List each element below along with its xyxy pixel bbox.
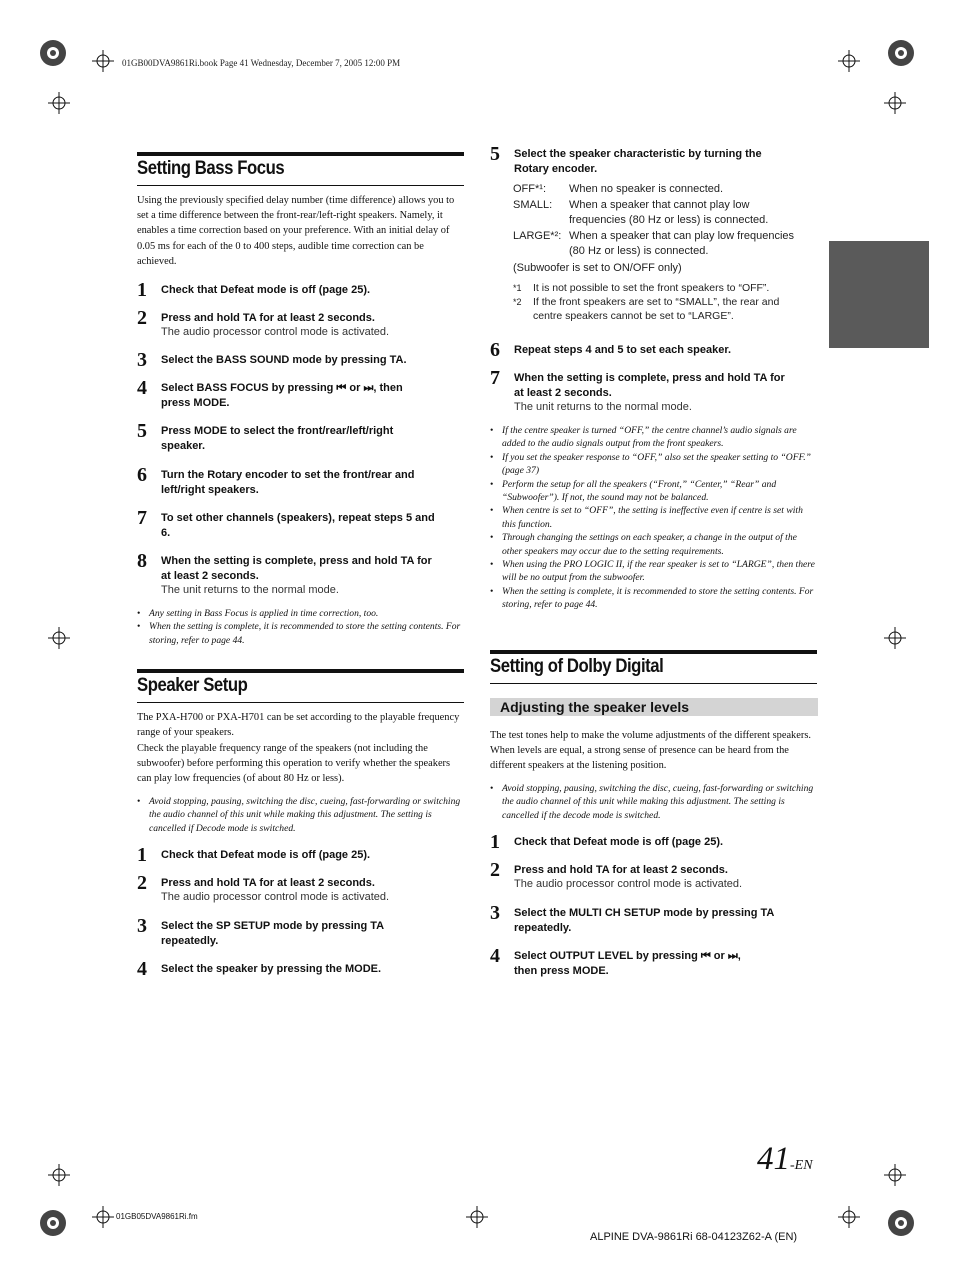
definition-row: [513, 182, 813, 197]
subwoofer-note: (Subwoofer is set to ON/OFF only): [513, 262, 682, 274]
note-item: • When the setting is complete, it is recommended to store the setting contents. For storing, refer to page 44.: [137, 620, 464, 647]
speaker-setup-notes: [137, 795, 464, 835]
definition-desc: When no speaker is connected.: [569, 183, 724, 195]
step-text-cont: at least 2 seconds.: [514, 387, 612, 399]
step-number: 4: [137, 958, 147, 980]
dolby-intro: The test tones help to make the volume adjustments of the different speakers. When levels are equal, a strong sense of presence can be heard from the different speakers at the listening position.: [490, 730, 811, 772]
step-text: Select the BASS SOUND mode by pressing TA.: [161, 354, 407, 366]
registration-mark-top-left: [38, 38, 68, 68]
footnote-mark: *2: [513, 297, 522, 307]
step-text: Select the MULTI CH SETUP mode by pressing TA: [514, 907, 775, 919]
footnote: [513, 295, 813, 323]
step-number: 3: [137, 349, 147, 371]
step-subtext: The audio processor control mode is activated.: [161, 891, 390, 903]
speaker-setup-intro-2: Check the playable frequency range of the speakers (not including the subwoofer) before performing this operation to verify whether the speakers can play low frequencies (of about 80 Hz or less).: [137, 743, 451, 785]
speaker-setup-title: Speaker Setup: [137, 675, 248, 696]
step-number: 8: [137, 550, 147, 572]
footer-file: 01GB05DVA9861Ri.fm: [116, 1212, 198, 1221]
speaker-definitions: [513, 182, 813, 260]
step-text-cont: then press MODE.: [514, 965, 609, 977]
step-text: Select BASS FOCUS by pressing ⏮ or ⏭, then: [161, 382, 403, 394]
crosshair-mark-top-1: [92, 50, 114, 72]
speaker-setup-heading-box: [137, 669, 464, 703]
crosshair-mark-bottom-2: [466, 1206, 488, 1228]
note-item: • When centre is set to “OFF”, the setting is ineffective even if centre is set with this function.: [490, 504, 818, 531]
step-text-cont: at least 2 seconds.: [161, 570, 259, 582]
step-number: 2: [137, 307, 147, 329]
dolby-heading-box: [490, 650, 817, 684]
registration-mark-bottom-left: [38, 1208, 68, 1238]
registration-mark-bottom-right: [886, 1208, 916, 1238]
footnotes: [513, 281, 813, 323]
footnote-text-cont: centre speakers cannot be set to “LARGE”.: [533, 310, 734, 322]
step-text-cont: repeatedly.: [514, 922, 572, 934]
step-number: 7: [137, 507, 147, 529]
bass-focus-heading-box: [137, 152, 464, 186]
step-text: Press and hold TA for at least 2 seconds.: [161, 877, 375, 889]
dolby-notes: [490, 782, 818, 822]
crosshair-mark-left-bottom: [48, 1164, 70, 1186]
note-item: • Avoid stopping, pausing, switching the disc, cueing, fast-forwarding or switching the audio channel of this unit while making this adjustment. The setting is cancelled if the decode mode is switched.: [490, 782, 818, 822]
step-subtext: The unit returns to the normal mode.: [161, 584, 339, 596]
step-number: 1: [137, 844, 147, 866]
crosshair-mark-top-2: [838, 50, 860, 72]
definition-desc-cont: frequencies (80 Hz or less) is connected.: [569, 214, 769, 226]
note-item: • When the setting is complete, it is recommended to store the setting contents. For storing, refer to page 44.: [490, 585, 818, 612]
step-number: 3: [137, 915, 147, 937]
step-text: Press MODE to select the front/rear/left/right: [161, 425, 394, 437]
footnote-text: It is not possible to set the front speakers to “OFF”.: [533, 282, 770, 294]
bass-focus-notes: [137, 607, 464, 647]
step-subtext: The audio processor control mode is activated.: [161, 326, 390, 338]
step-text: Check that Defeat mode is off (page 25).: [161, 849, 371, 861]
definition-row: [513, 198, 813, 228]
speaker-setup-intro-1: The PXA-H700 or PXA-H701 can be set according to the playable frequency range of your speakers.: [137, 712, 460, 739]
step-subtext: The unit returns to the normal mode.: [514, 401, 692, 413]
step-number: 4: [490, 945, 500, 967]
step-number: 2: [137, 872, 147, 894]
step-number: 3: [490, 902, 500, 924]
step-text: To set other channels (speakers), repeat steps 5 and: [161, 512, 435, 524]
bass-focus-intro: Using the previously specified delay number (time difference) allows you to set a time difference between the front-rear/left-right speakers. Namely, it enables a time correction based on your preference. With an initial delay of 0.05 ms for each of the 0 to 400 steps, audible time correction can be achieved.: [137, 195, 455, 267]
page-number-value: 41: [757, 1141, 790, 1177]
step-number: 6: [490, 339, 500, 361]
step-text-cont: 6.: [161, 527, 171, 539]
registration-mark-top-right: [886, 38, 916, 68]
step-text: Select the speaker characteristic by turning the: [514, 148, 762, 160]
section-tab: [829, 241, 929, 348]
step-text-cont: left/right speakers.: [161, 484, 259, 496]
step-number: 4: [137, 377, 147, 399]
step-text: Press and hold TA for at least 2 seconds.: [161, 312, 375, 324]
step-text: When the setting is complete, press and hold TA for: [161, 555, 432, 567]
step-text: Turn the Rotary encoder to set the front/rear and: [161, 469, 415, 481]
step-number: 1: [490, 831, 500, 853]
footnote-text: If the front speakers are set to “SMALL”, the rear and: [533, 296, 780, 308]
note-item: • If you set the speaker response to “OFF,” also set the speaker setting to “OFF.” (page 37): [490, 451, 818, 478]
step-text: Select OUTPUT LEVEL by pressing ⏮ or ⏭,: [514, 950, 741, 962]
dolby-subtitle: Adjusting the speaker levels: [490, 698, 818, 716]
definition-row: [513, 229, 813, 259]
crosshair-mark-left-top: [48, 92, 70, 114]
step-text-cont: press MODE.: [161, 397, 230, 409]
bass-focus-title: Setting Bass Focus: [137, 158, 285, 179]
definition-desc: When a speaker that can play low frequencies: [569, 230, 795, 242]
step-text: Press and hold TA for at least 2 seconds.: [514, 864, 728, 876]
step-text: Select the SP SETUP mode by pressing TA: [161, 920, 385, 932]
note-item: • When using the PRO LOGIC II, if the rear speaker is set to “LARGE”, then there will be no output from the subwoofer.: [490, 558, 818, 585]
crosshair-mark-right-bottom: [884, 1164, 906, 1186]
step-text: When the setting is complete, press and hold TA for: [514, 372, 785, 384]
step-text-cont: Rotary encoder.: [514, 163, 598, 175]
note-item: • Any setting in Bass Focus is applied in time correction, too.: [137, 607, 464, 620]
step-text-cont: speaker.: [161, 440, 206, 452]
footnote: [513, 281, 813, 295]
step-text: Repeat steps 4 and 5 to set each speaker.: [514, 344, 732, 356]
crosshair-mark-right-mid: [884, 627, 906, 649]
crosshair-mark-right-top: [884, 92, 906, 114]
note-item: • Perform the setup for all the speakers (“Front,” “Center,” “Rear” and “Subwoofer”). If not, the sound may not be balanced.: [490, 478, 818, 505]
step-number: 6: [137, 464, 147, 486]
crosshair-mark-bottom-1: [92, 1206, 114, 1228]
definition-term: OFF*¹:: [513, 183, 546, 195]
step-text: Check that Defeat mode is off (page 25).: [161, 284, 371, 296]
dolby-title: Setting of Dolby Digital: [490, 656, 664, 677]
step-text: Select the speaker by pressing the MODE.: [161, 963, 382, 975]
step-number: 2: [490, 859, 500, 881]
step-subtext: The audio processor control mode is activated.: [514, 878, 743, 890]
step-text: Check that Defeat mode is off (page 25).: [514, 836, 724, 848]
speaker-notes: [490, 424, 818, 612]
page-number: [757, 1141, 813, 1178]
footnote-mark: *1: [513, 283, 522, 293]
definition-desc-cont: (80 Hz or less) is connected.: [569, 245, 709, 257]
note-item: • Avoid stopping, pausing, switching the disc, cueing, fast-forwarding or switching the audio channel of this unit while making this adjustment. The setting is cancelled if Decode mode is switched.: [137, 795, 464, 835]
step-number: 1: [137, 279, 147, 301]
note-item: • Through changing the settings on each speaker, a change in the output of the other speakers may occur due to the setting requirements.: [490, 531, 818, 558]
step-number: 5: [137, 420, 147, 442]
definition-desc: When a speaker that cannot play low: [569, 199, 750, 211]
crosshair-mark-left-mid: [48, 627, 70, 649]
step-text-cont: repeatedly.: [161, 935, 219, 947]
note-item: • If the centre speaker is turned “OFF,” the centre channel’s audio signals are added to the audio signals output from the front speakers.: [490, 424, 818, 451]
step-number: 5: [490, 143, 500, 165]
definition-term: SMALL:: [513, 199, 553, 211]
crosshair-mark-bottom-3: [838, 1206, 860, 1228]
page-number-suffix: -EN: [790, 1158, 813, 1173]
file-header: 01GB00DVA9861Ri.book Page 41 Wednesday, December 7, 2005 12:00 PM: [122, 58, 401, 68]
step-number: 7: [490, 367, 500, 389]
footer-model: ALPINE DVA-9861Ri 68-04123Z62-A (EN): [590, 1231, 798, 1243]
definition-term: LARGE*²:: [513, 230, 562, 242]
